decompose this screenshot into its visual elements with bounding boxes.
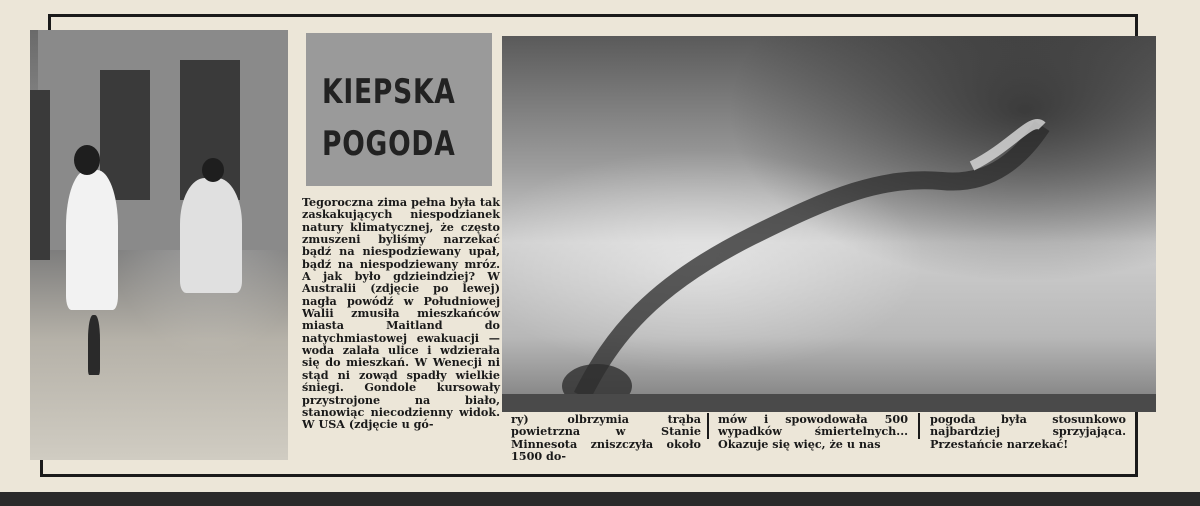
flood-photo (30, 30, 288, 460)
article-column-2: ry) olbrzymia trąba powietrzna w Stanie Minnesota zniszczyła około 1500 do- (511, 412, 701, 463)
title-line-1: KIEPSKA (322, 72, 456, 112)
tornado-funnel (502, 36, 1156, 412)
article-column-3: mów i spowodowała 500 wypadków śmiertelnych... Okazuje się więc, że u nas (718, 412, 908, 451)
page-bottom-band (0, 492, 1200, 506)
title-line-2: POGODA (322, 124, 456, 164)
frame-rule-right-low (1135, 412, 1138, 477)
frame-rule-bottom (40, 474, 1138, 477)
article-column-1: Tegoroczna zima pełna była tak zaskakujących niespodzianek natury klimatycznej, że często zmuszeni byliśmy narzekać bądź na niespodziewany upał, bądź na niespodziewany mróz. A jak było gdzieindziej? W Australii (zdjęcie po lewej) nagła powódź w Południowej Walii zmusiła mieszkańców miasta Maitland do natychmiastowej ewakuacji — woda zalała ulice i wdzierała się do mieszkań. W Wenecji ni stąd ni zowąd spadły wielkie śniegi. Gondole kursowały przystrojone na biało, stanowiąc niecodzienny widok. W USA (zdjęcie u gó- (302, 195, 500, 432)
column-divider-2 (918, 413, 920, 439)
article-column-4: pogoda była stosunkowo najbardziej sprzyjająca. Przestańcie narzekać! (930, 412, 1126, 451)
page-title (322, 66, 456, 170)
horizon (502, 394, 1156, 412)
frame-rule-top (48, 14, 1138, 17)
tornado-photo (502, 36, 1156, 412)
column-divider-1 (707, 413, 709, 439)
frame-rule-right (1135, 14, 1138, 38)
